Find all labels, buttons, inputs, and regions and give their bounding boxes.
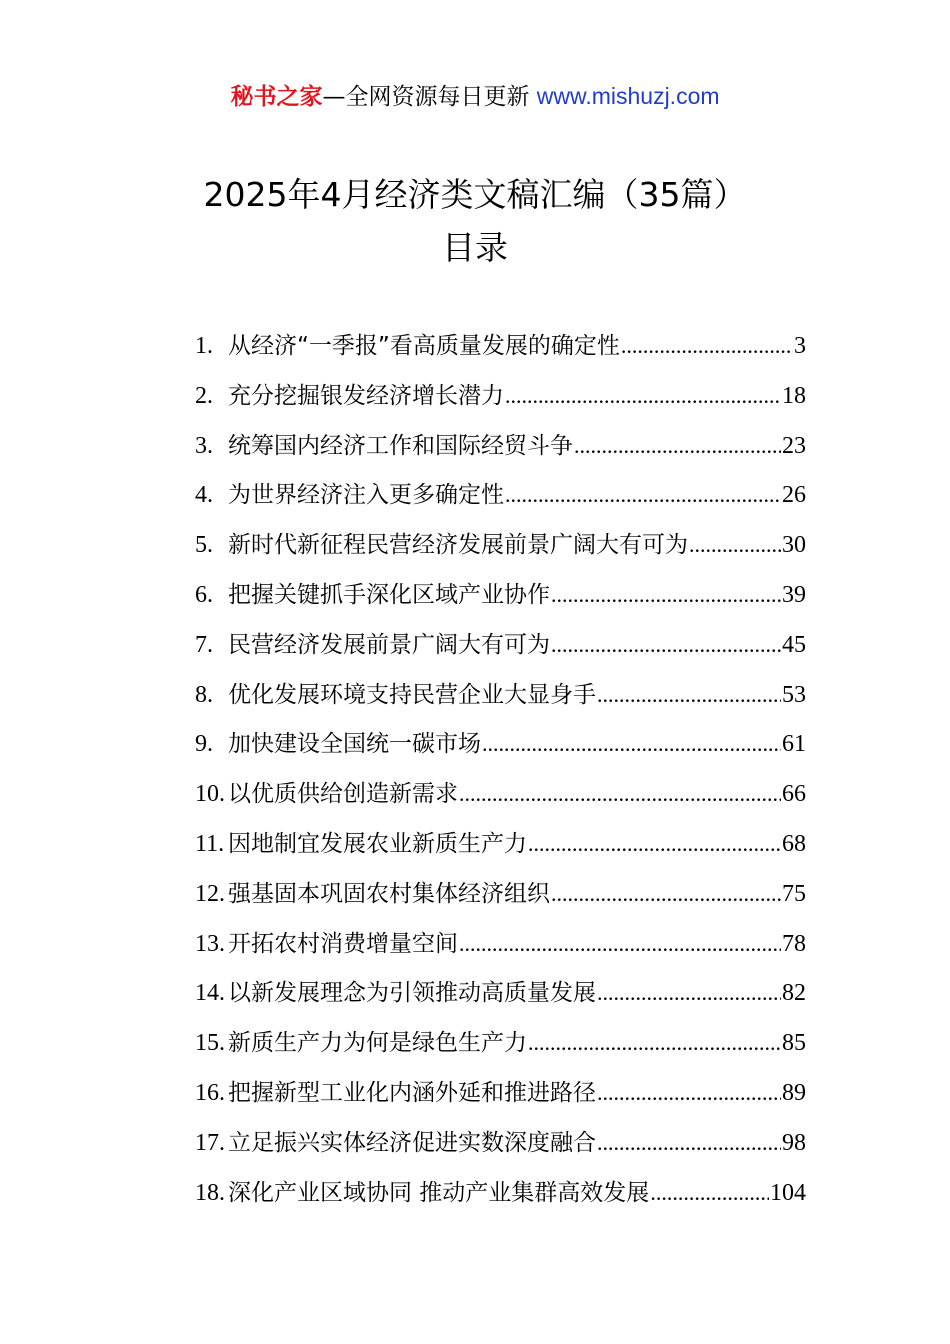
entry-page: 61 xyxy=(782,731,806,758)
entry-page: 3 xyxy=(794,333,806,359)
entry-number: 16. xyxy=(195,1079,225,1106)
entry-title: 立足振兴实体经济促进实数深度融合 xyxy=(228,1129,596,1156)
table-of-contents xyxy=(195,327,806,1223)
entry-number: 14. xyxy=(195,980,225,1007)
toc-entry[interactable] xyxy=(195,1124,806,1174)
entry-title: 新质生产力为何是绿色生产力 xyxy=(228,1030,527,1057)
toc-entry[interactable] xyxy=(195,576,806,626)
dot-leader xyxy=(551,875,781,913)
entry-page: 53 xyxy=(782,681,806,708)
toc-entry[interactable] xyxy=(195,476,806,526)
dot-leader xyxy=(551,576,781,614)
toc-entry[interactable] xyxy=(195,1074,806,1124)
brand-slogan: —全网资源每日更新 xyxy=(322,84,530,110)
entry-page: 89 xyxy=(782,1079,806,1106)
dot-leader xyxy=(482,725,781,763)
entry-number: 15. xyxy=(195,1030,225,1057)
entry-number: 11. xyxy=(195,830,225,857)
toc-entry[interactable] xyxy=(195,526,806,576)
entry-page: 78 xyxy=(782,930,806,957)
entry-title: 为世界经济注入更多确定性 xyxy=(228,482,504,509)
entry-number: 6. xyxy=(195,581,213,608)
dot-leader xyxy=(459,775,781,813)
entry-number: 5. xyxy=(195,532,213,559)
dot-leader xyxy=(597,1074,781,1112)
dot-leader xyxy=(597,974,781,1012)
site-link[interactable]: www.mishuzj.com xyxy=(536,83,720,109)
toc-entry[interactable] xyxy=(195,825,806,875)
entry-title: 把握关键抓手深化区域产业协作 xyxy=(228,581,550,608)
entry-number: 10. xyxy=(195,781,225,808)
entry-page: 85 xyxy=(782,1030,806,1057)
entry-number: 17. xyxy=(195,1129,225,1156)
toc-entry[interactable] xyxy=(195,327,806,377)
site-header xyxy=(0,80,950,113)
dot-leader xyxy=(597,1124,781,1162)
dot-leader xyxy=(621,327,793,365)
entry-title: 优化发展环境支持民营企业大显身手 xyxy=(228,681,596,708)
entry-title: 强基固本巩固农村集体经济组织 xyxy=(228,880,550,907)
toc-entry[interactable] xyxy=(195,775,806,825)
entry-title: 新时代新征程民营经济发展前景广阔大有可为 xyxy=(228,532,688,559)
entry-page: 23 xyxy=(782,432,806,459)
toc-entry[interactable] xyxy=(195,974,806,1024)
entry-page: 66 xyxy=(782,781,806,808)
entry-number: 2. xyxy=(195,382,213,409)
dot-leader xyxy=(459,925,781,963)
entry-number: 9. xyxy=(195,731,213,758)
brand-name: 秘书之家 xyxy=(230,84,323,110)
entry-page: 75 xyxy=(782,880,806,907)
entry-number: 7. xyxy=(195,631,213,658)
entry-title: 从经济“一季报”看高质量发展的确定性 xyxy=(228,333,620,359)
toc-entry[interactable] xyxy=(195,427,806,477)
toc-entry[interactable] xyxy=(195,1024,806,1074)
entry-title: 深化产业区域协同 推动产业集群高效发展 xyxy=(228,1179,650,1206)
entry-number: 12. xyxy=(195,880,225,907)
toc-entry[interactable] xyxy=(195,875,806,925)
entry-page: 18 xyxy=(782,382,806,409)
dot-leader xyxy=(597,676,781,714)
dot-leader xyxy=(574,427,781,465)
entry-title: 民营经济发展前景广阔大有可为 xyxy=(228,631,550,658)
entry-page: 68 xyxy=(782,830,806,857)
entry-number: 1. xyxy=(195,333,213,359)
entry-page: 30 xyxy=(782,532,806,559)
toc-entry[interactable] xyxy=(195,725,806,775)
entry-number: 13. xyxy=(195,930,225,957)
dot-leader xyxy=(528,825,781,863)
entry-page: 104 xyxy=(770,1179,806,1206)
entry-title: 加快建设全国统一碳市场 xyxy=(228,731,481,758)
dot-leader xyxy=(689,526,781,564)
entry-page: 45 xyxy=(782,631,806,658)
entry-number: 3. xyxy=(195,432,213,459)
entry-page: 26 xyxy=(782,482,806,509)
entry-title: 开拓农村消费增量空间 xyxy=(228,930,458,957)
toc-entry[interactable] xyxy=(195,377,806,427)
dot-leader xyxy=(650,1174,769,1212)
entry-title: 以优质供给创造新需求 xyxy=(228,781,458,808)
toc-entry[interactable] xyxy=(195,676,806,726)
dot-leader xyxy=(528,1024,781,1062)
entry-title: 因地制宜发展农业新质生产力 xyxy=(228,830,527,857)
entry-number: 4. xyxy=(195,482,213,509)
entry-title: 以新发展理念为引领推动高质量发展 xyxy=(228,980,596,1007)
entry-number: 8. xyxy=(195,681,213,708)
dot-leader xyxy=(551,626,781,664)
entry-page: 98 xyxy=(782,1129,806,1156)
entry-title: 把握新型工业化内涵外延和推进路径 xyxy=(228,1079,596,1106)
toc-entry[interactable] xyxy=(195,626,806,676)
entry-number: 18. xyxy=(195,1179,225,1206)
dot-leader xyxy=(505,377,781,415)
entry-title: 统筹国内经济工作和国际经贸斗争 xyxy=(228,432,573,459)
document-title: 2025年4月经济类文稿汇编（35篇） xyxy=(203,175,747,214)
dot-leader xyxy=(505,476,781,514)
entry-page: 82 xyxy=(782,980,806,1007)
entry-page: 39 xyxy=(782,581,806,608)
toc-entry[interactable] xyxy=(195,925,806,975)
entry-title: 充分挖掘银发经济增长潜力 xyxy=(228,382,504,409)
toc-heading: 目录 xyxy=(442,228,508,267)
toc-entry[interactable] xyxy=(195,1174,806,1224)
